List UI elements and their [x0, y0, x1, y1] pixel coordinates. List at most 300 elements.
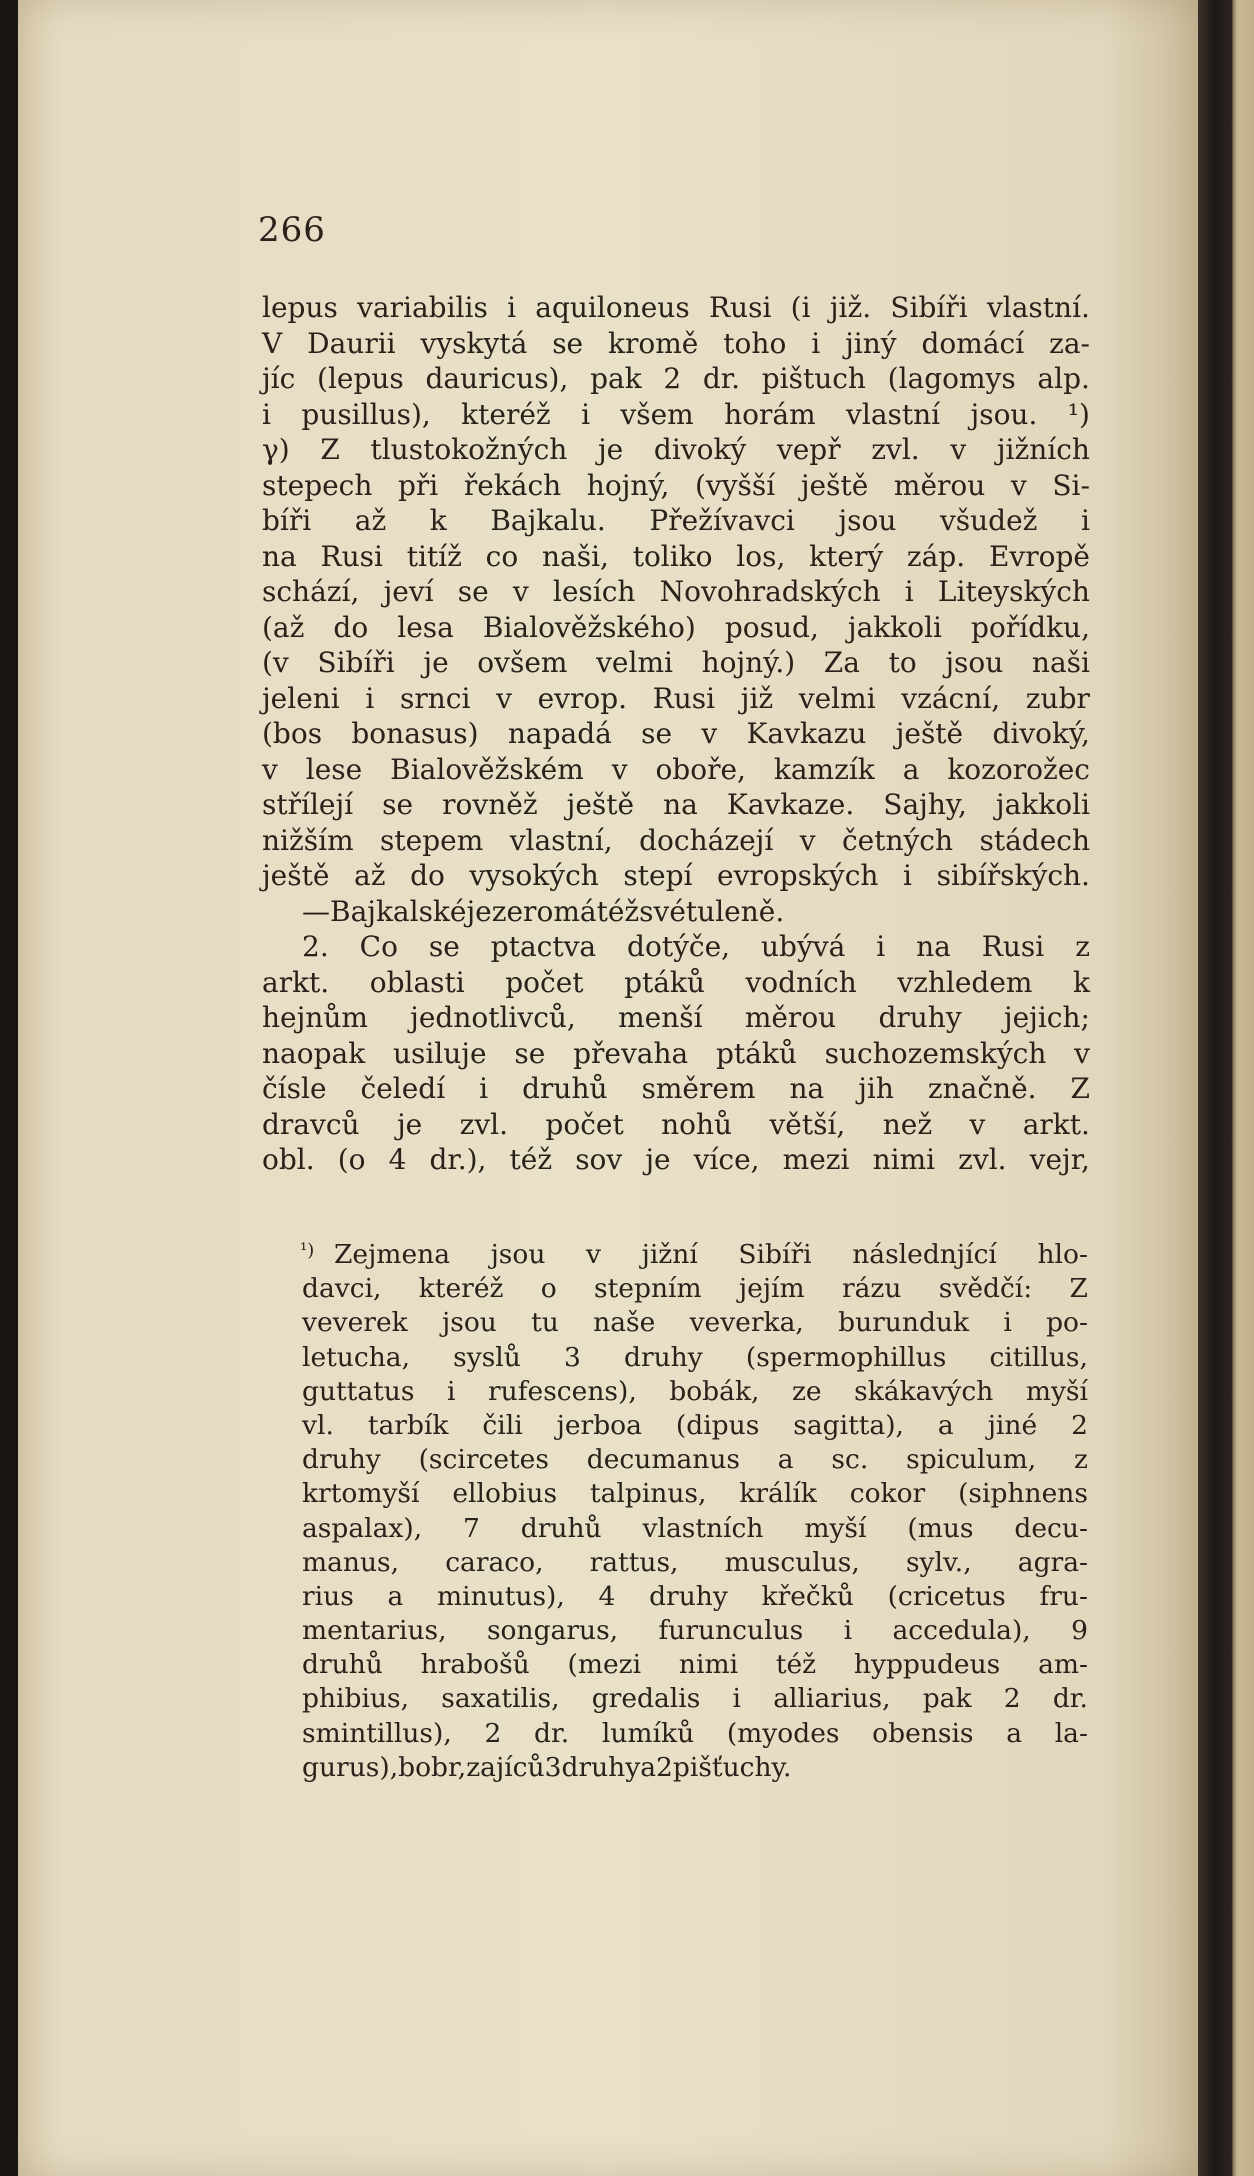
word: tarbík [367, 1409, 449, 1441]
word: zvl. [459, 1107, 509, 1141]
word: davci, [302, 1273, 382, 1305]
text-line [262, 361, 1090, 397]
text-line [262, 858, 1090, 894]
word: vejr, [1029, 1143, 1090, 1176]
word: pak [590, 362, 642, 395]
word: v [496, 681, 512, 715]
word: nohů [661, 1107, 733, 1141]
word: jsou [945, 646, 1004, 679]
word: ze [791, 1375, 822, 1407]
text-line [262, 1071, 1090, 1107]
word: (o [337, 1143, 366, 1176]
word: ubývá [760, 930, 846, 963]
word: 4 [598, 1580, 616, 1612]
word: je [645, 1143, 671, 1176]
footnote-line-text [334, 1238, 1088, 1272]
word: evropských [717, 859, 879, 892]
word: hojný, [586, 468, 670, 502]
text-line [262, 610, 1090, 646]
word: druhů [520, 1512, 602, 1544]
footnote-marker: ¹) [300, 1240, 315, 1261]
word: směrem [641, 1072, 756, 1105]
word: jíc [262, 362, 296, 395]
word: 2 [656, 1751, 673, 1783]
word: se [428, 930, 460, 963]
word: vzácní, [901, 681, 1001, 715]
word: decumanus [586, 1444, 740, 1476]
word: Zejmena [334, 1239, 450, 1270]
word: v [512, 575, 529, 608]
word: kamzík [773, 752, 875, 786]
word: titíž [406, 539, 462, 573]
word: i [904, 575, 914, 608]
word: Přežívavci [649, 504, 795, 537]
word: a [1006, 1717, 1023, 1749]
word: am- [1038, 1649, 1088, 1681]
word: (vyšší [695, 468, 776, 502]
word: dauricus), [425, 362, 569, 395]
word: více, [693, 1143, 760, 1176]
text-line [262, 752, 1090, 788]
word: lesa [397, 610, 454, 644]
word: druhy [302, 1444, 381, 1476]
word: značně. [927, 1072, 1037, 1105]
word: hrabošů [420, 1649, 530, 1681]
word: i [446, 1375, 456, 1407]
word: lese [305, 752, 363, 786]
word: vlastní. [986, 291, 1090, 324]
word: V [262, 326, 283, 360]
word: Daurii [307, 326, 396, 360]
word: arkt. [262, 965, 330, 999]
footnote-line [302, 1409, 1088, 1443]
word: pusillus), [301, 397, 431, 431]
word: decu- [1014, 1512, 1088, 1544]
word: suchozemských [824, 1036, 1047, 1070]
word: los, [736, 539, 786, 573]
word: jsou [442, 1307, 497, 1339]
word: též [509, 1143, 553, 1176]
word: i [811, 326, 821, 360]
word: 2. [302, 930, 329, 963]
word: 7 [463, 1512, 480, 1544]
word: aspalax), [302, 1512, 423, 1544]
word: Liteyských [937, 575, 1090, 608]
word: sibířských. [936, 859, 1090, 892]
word: Bialověžského) [482, 610, 696, 644]
word: burunduk [838, 1307, 970, 1339]
word: i [479, 1072, 489, 1105]
word: jeleni [262, 681, 340, 715]
word: jejím [738, 1273, 805, 1305]
word: (mus [907, 1512, 974, 1544]
word: převaha [573, 1036, 689, 1070]
word: 9 [1071, 1615, 1088, 1647]
word: divoký, [992, 717, 1090, 750]
word: hyppudeus [853, 1649, 1001, 1681]
word: z [1075, 930, 1090, 963]
word: Sibíři [890, 291, 968, 324]
word: vepř [776, 433, 841, 466]
word: vlastní [846, 397, 941, 431]
word: zvl. [871, 433, 920, 466]
text-line [262, 965, 1090, 1001]
word: svědčí: [938, 1273, 1033, 1305]
word: veverka, [689, 1307, 804, 1339]
footnote-line [302, 1512, 1088, 1546]
word: Z [1069, 1273, 1088, 1305]
word: do [333, 610, 369, 644]
word: lesích [552, 575, 636, 608]
word: naše [593, 1307, 656, 1339]
text-line [262, 1142, 1090, 1178]
word: Z [320, 433, 340, 466]
word: jejich; [1003, 1001, 1090, 1034]
word: ještě [566, 788, 635, 821]
word: furunculus [658, 1615, 804, 1647]
word: minutus), [437, 1580, 565, 1612]
word: dr.), [429, 1143, 487, 1176]
text-line [262, 1036, 1090, 1072]
word: (mezi [567, 1649, 642, 1681]
word: kozorožec [947, 752, 1090, 786]
word: gurus), [302, 1751, 399, 1783]
footnote-line [302, 1546, 1088, 1580]
word: ¹) [1067, 397, 1090, 431]
word: dr. [1052, 1683, 1088, 1715]
word: to [888, 646, 917, 679]
text-line [262, 787, 1090, 823]
word: Evropě [988, 539, 1090, 573]
word: tu [531, 1307, 559, 1339]
word: na [663, 788, 698, 821]
word: Novohradských [659, 575, 881, 608]
word: 2 [1003, 1683, 1021, 1715]
word: ptáků [624, 965, 705, 999]
word: bonasus) [351, 717, 479, 750]
word: stepí [623, 859, 693, 892]
word: v [611, 752, 628, 786]
word: čísle [262, 1072, 327, 1105]
word: ovšem [477, 646, 568, 679]
word: alp. [1037, 362, 1090, 395]
word: bobák, [669, 1375, 760, 1407]
word: vysokých [469, 859, 599, 892]
word: dravců [262, 1107, 360, 1141]
word: čili [482, 1409, 523, 1441]
word: i [732, 1683, 742, 1715]
word: též [596, 894, 640, 928]
word: usiluje [392, 1036, 487, 1070]
word: sc. [831, 1444, 869, 1476]
word: druhů [302, 1649, 383, 1681]
word: jednotlivců, [410, 1001, 576, 1034]
word: četných [841, 823, 954, 857]
word: stepem [380, 823, 484, 857]
word: ještě [895, 717, 964, 750]
word: Rusi [981, 930, 1045, 963]
word: accedula), [892, 1615, 1031, 1647]
word: z [1073, 1444, 1088, 1476]
word: Bajkalské [330, 894, 467, 928]
word: rius [302, 1580, 354, 1612]
word: skákavých [854, 1375, 994, 1407]
word: se [514, 1036, 546, 1070]
text-line [262, 397, 1090, 433]
word: kteréž [418, 1273, 504, 1305]
footnote-line [302, 1238, 1088, 1272]
word: pišťuchy. [672, 1751, 792, 1783]
word: ještě [800, 468, 869, 502]
word: jsou. [970, 397, 1038, 431]
text-line [262, 645, 1090, 681]
word: (dipus [675, 1409, 760, 1441]
word: velmi [596, 646, 673, 679]
word: vlastní, [509, 823, 613, 857]
word: 2 [663, 362, 682, 395]
word: jižní [641, 1239, 698, 1270]
word: je [396, 1107, 423, 1141]
word: do [410, 859, 445, 892]
word: na [916, 930, 951, 963]
text-line [262, 894, 1090, 930]
word: za- [1049, 326, 1090, 360]
word: pořídku, [971, 610, 1090, 644]
word: jsou [490, 1239, 546, 1270]
word: spiculum, [906, 1444, 1037, 1476]
word: řekách [463, 468, 562, 502]
word: jerboa [556, 1409, 642, 1441]
word: 3 [563, 1341, 581, 1373]
word: vodních [745, 965, 857, 999]
word: caraco, [445, 1546, 544, 1578]
word: Sajhy, [883, 788, 967, 821]
word: Kavkazu [746, 717, 867, 750]
text-line [262, 574, 1090, 610]
word: jiné [987, 1409, 1038, 1441]
word: i [903, 859, 913, 892]
word: ptactva [490, 930, 597, 963]
text-line [262, 929, 1090, 965]
text-line [262, 539, 1090, 575]
word: i [365, 681, 375, 715]
word: (lepus [317, 362, 404, 395]
word: (v [262, 646, 289, 679]
main-text-block [262, 290, 1090, 1178]
word: své [639, 894, 686, 928]
word: (myodes [726, 1717, 840, 1749]
word: oblasti [369, 965, 465, 999]
word: ještě [262, 859, 330, 892]
word: zajíců [466, 1751, 545, 1783]
word: smintillus), [302, 1717, 452, 1749]
word: (cricetus [887, 1580, 1006, 1612]
text-line [262, 503, 1090, 539]
word: Sibíři [738, 1239, 812, 1270]
word: v [969, 1107, 986, 1141]
word: citillus, [989, 1341, 1088, 1373]
word: 4 [388, 1143, 407, 1176]
word: (lagomys [887, 362, 1016, 395]
word: vyskytá [420, 326, 528, 360]
word: který [809, 539, 884, 573]
word: stádech [979, 823, 1090, 857]
word: la- [1054, 1717, 1088, 1749]
word: bobr, [398, 1751, 467, 1783]
text-line [262, 326, 1090, 362]
word: saxatilis, [441, 1683, 560, 1715]
word: pištuch [761, 362, 866, 395]
word: měrou [893, 468, 986, 502]
word: počet [545, 1107, 624, 1141]
word: druhů [522, 1072, 608, 1105]
text-line [262, 1000, 1090, 1036]
word: všem [620, 397, 694, 431]
word: má [553, 894, 597, 928]
footnote-line [302, 1306, 1088, 1340]
word: a [387, 1580, 404, 1612]
word: i [262, 397, 271, 431]
word: stepním [594, 1273, 702, 1305]
word: velmi [798, 681, 876, 715]
footnote-line [302, 1682, 1088, 1716]
word: lumíků [601, 1717, 695, 1749]
word: zubr [1025, 681, 1090, 715]
word: songarus, [486, 1615, 619, 1647]
word: jakkoli [847, 610, 942, 644]
word: agra- [1017, 1546, 1088, 1578]
word: v [586, 1239, 602, 1270]
word: menší [618, 1001, 703, 1034]
word: se [641, 717, 673, 750]
word: evrop. [537, 681, 628, 715]
word: po- [1046, 1307, 1088, 1339]
word: Si- [1052, 468, 1090, 502]
word: 2 [484, 1717, 502, 1749]
word: napadá [507, 717, 612, 750]
word: musculus, [724, 1546, 860, 1578]
word: již [740, 681, 774, 715]
word: schází, [262, 575, 360, 608]
word: i [1080, 504, 1090, 537]
word: zvl. [958, 1143, 1007, 1176]
word: králík [739, 1478, 817, 1510]
word: záp. [906, 539, 966, 573]
word: myší [804, 1512, 867, 1544]
word: — [302, 894, 330, 928]
word: nimi [872, 1143, 936, 1176]
word: k [429, 504, 447, 537]
word: veverek [302, 1307, 408, 1339]
text-line [262, 681, 1090, 717]
word: v [1074, 1036, 1090, 1070]
footnote-line [302, 1341, 1088, 1375]
word: čeledí [360, 1072, 446, 1105]
word: vl. [302, 1409, 334, 1441]
word: v [799, 823, 816, 857]
word: na [262, 539, 297, 573]
word: talpinus, [589, 1478, 707, 1510]
word: naopak [262, 1036, 366, 1070]
word: (až [262, 610, 305, 644]
word: i [581, 397, 591, 431]
word: rovněž [442, 788, 538, 821]
word: Za [823, 646, 860, 679]
word: jakkoli [995, 788, 1090, 821]
word: Bialověžském [390, 752, 584, 786]
word: střílejí [262, 788, 354, 821]
word: Rusi [320, 539, 383, 573]
word: (spermophillus [745, 1341, 947, 1373]
word: Rusi [708, 291, 772, 324]
word: hejnům [262, 1001, 368, 1034]
word: též [775, 1649, 817, 1681]
word: a [777, 1444, 794, 1476]
footnote-line [302, 1443, 1088, 1477]
word: sylv., [905, 1546, 972, 1578]
word: v [950, 433, 967, 466]
word: nižším [262, 823, 354, 857]
word: i [843, 1615, 853, 1647]
word: Sibíři [317, 646, 395, 679]
word: gredalis [591, 1683, 701, 1715]
word: a [902, 752, 920, 786]
footnote-line [302, 1751, 1088, 1785]
word: obl. [262, 1143, 315, 1176]
word: a [937, 1409, 954, 1441]
word: i [876, 930, 886, 963]
word: toliko [632, 539, 713, 573]
word: druhy [561, 1751, 641, 1783]
text-line [262, 468, 1090, 504]
word: arkt. [1022, 1107, 1090, 1141]
word: k [1072, 965, 1090, 999]
word: Bajkalu. [490, 504, 606, 537]
word: v [1010, 468, 1027, 502]
word: až [354, 504, 387, 537]
next-page-edge [1198, 0, 1254, 2176]
word: fru- [1039, 1580, 1088, 1612]
word: myší [1025, 1375, 1088, 1407]
word: 3 [544, 1751, 562, 1783]
word: srnci [400, 681, 471, 715]
word: ellobius [452, 1478, 558, 1510]
word: rattus, [589, 1546, 679, 1578]
word: tuleně. [685, 894, 785, 928]
footnote-line [302, 1614, 1088, 1648]
word: stepech [262, 468, 373, 502]
word: letucha, [302, 1341, 411, 1373]
word: aquiloneus [535, 291, 690, 324]
word: horám [724, 397, 816, 431]
word: manus, [302, 1546, 400, 1578]
word: posud, [724, 610, 819, 644]
word: Co [359, 930, 398, 963]
word: (bos [262, 717, 323, 750]
word: lepus [262, 291, 338, 324]
word: γ) [262, 433, 290, 466]
word: mentarius, [302, 1615, 447, 1647]
word: a [640, 1751, 657, 1783]
word: i [507, 291, 517, 324]
word: než [882, 1107, 933, 1141]
word: jsou [838, 504, 897, 537]
word: kromě [608, 326, 699, 360]
word: hojný.) [701, 646, 796, 679]
word: jeví [383, 575, 434, 608]
word: dr. [534, 1717, 570, 1749]
word: se [457, 575, 489, 608]
